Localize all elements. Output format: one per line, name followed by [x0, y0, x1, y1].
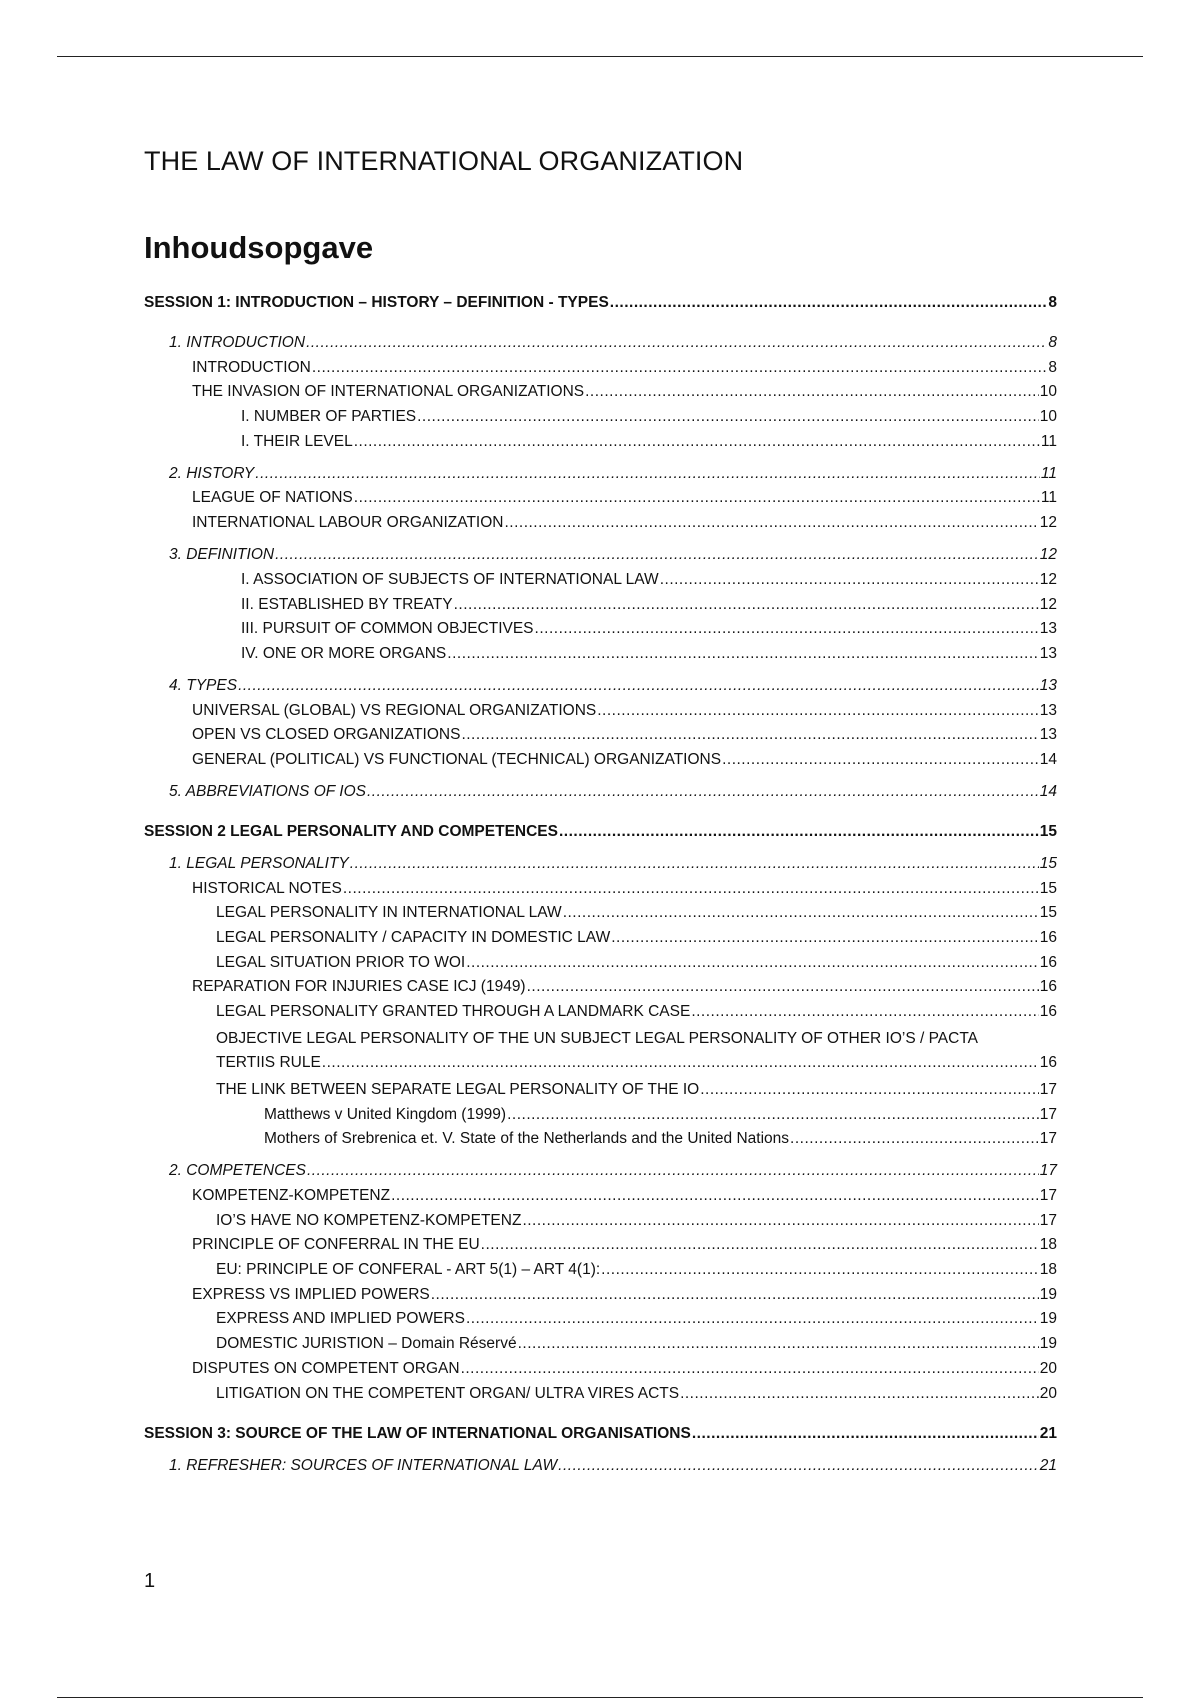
toc-entry[interactable]: [144, 432, 1057, 452]
toc-page-number: 14: [1039, 782, 1057, 800]
toc-page-number: 17: [1039, 1162, 1057, 1180]
toc-page-number: 8: [1048, 294, 1057, 311]
toc-page-number: 13: [1039, 701, 1057, 719]
toc-entry-text: I. NUMBER OF PARTIES: [241, 408, 417, 426]
toc-heading: Inhoudsopgave: [144, 230, 374, 265]
toc-page-number: 11: [1040, 432, 1057, 450]
toc-entry-text: 3. DEFINITION: [169, 546, 275, 564]
toc-page-number: 16: [1039, 953, 1057, 971]
toc-entry[interactable]: [144, 1285, 1057, 1305]
toc-entry[interactable]: [144, 1384, 1057, 1404]
toc-dot-leader: [563, 903, 1039, 923]
toc-page-number: 15: [1039, 854, 1057, 872]
toc-dot-leader: [431, 1285, 1039, 1305]
toc-dot-leader: [275, 545, 1039, 565]
toc-entry-text: LEGAL SITUATION PRIOR TO WOI: [216, 953, 466, 971]
toc-entry[interactable]: [144, 407, 1057, 427]
toc-entry-text: EXPRESS VS IMPLIED POWERS: [192, 1285, 430, 1303]
toc-entry[interactable]: [144, 822, 1057, 842]
toc-dot-leader: [354, 488, 1040, 508]
toc-entry[interactable]: [144, 333, 1057, 353]
toc-entry-text: 4. TYPES: [169, 676, 238, 694]
toc-entry-text: UNIVERSAL (GLOBAL) VS REGIONAL ORGANIZATIONS: [192, 701, 597, 719]
toc-page-number: 11: [1040, 464, 1057, 482]
toc-entry-text: IV. ONE OR MORE ORGANS: [241, 644, 447, 662]
toc-page-number: 20: [1039, 1359, 1057, 1377]
toc-entry[interactable]: [144, 1260, 1057, 1280]
toc-entry-text: I. THEIR LEVEL: [241, 432, 353, 450]
toc-entry-text: SESSION 1: INTRODUCTION – HISTORY – DEFINITION - TYPES: [144, 294, 609, 311]
toc-entry-text: INTRODUCTION: [192, 358, 311, 376]
toc-entry[interactable]: [144, 513, 1057, 533]
toc-entry[interactable]: [144, 1456, 1057, 1476]
toc-entry[interactable]: [144, 903, 1057, 923]
toc-entry[interactable]: [144, 464, 1057, 484]
toc-entry[interactable]: [144, 879, 1057, 899]
toc-page-number: 10: [1039, 383, 1057, 401]
toc-entry[interactable]: [144, 488, 1057, 508]
toc-page-number: 21: [1039, 1424, 1057, 1442]
toc-entry[interactable]: [144, 1359, 1057, 1379]
toc-entry[interactable]: [144, 595, 1057, 615]
toc-entry[interactable]: [144, 619, 1057, 639]
toc-page-number: 17: [1039, 1080, 1057, 1098]
toc-entry-text: I. ASSOCIATION OF SUBJECTS OF INTERNATIONAL LAW: [241, 570, 659, 588]
toc-entry-text: LITIGATION ON THE COMPETENT ORGAN/ ULTRA VIRES ACTS: [216, 1384, 680, 1402]
toc-dot-leader: [350, 854, 1039, 874]
toc-dot-leader: [461, 725, 1038, 745]
toc-page-number: 10: [1039, 408, 1057, 426]
toc-entry-text: LEGAL PERSONALITY IN INTERNATIONAL LAW: [216, 904, 562, 922]
toc-page-number: 12: [1039, 514, 1057, 532]
toc-page-number: 19: [1039, 1310, 1057, 1328]
toc-dot-leader: [559, 822, 1039, 842]
toc-dot-leader: [391, 1186, 1039, 1206]
toc-page-number: 15: [1039, 879, 1057, 897]
toc-page-number: 21: [1039, 1456, 1057, 1474]
toc-entry-text: 1. LEGAL PERSONALITY: [169, 854, 349, 872]
toc-dot-leader: [466, 1309, 1039, 1329]
toc-entry-text: GENERAL (POLITICAL) VS FUNCTIONAL (TECHNICAL) ORGANIZATIONS: [192, 750, 722, 768]
toc-dot-leader: [238, 676, 1039, 696]
toc-entry[interactable]: [144, 358, 1057, 378]
toc-entry-text: 5. ABBREVIATIONS OF IOS: [169, 782, 366, 800]
toc-entry[interactable]: [144, 750, 1057, 770]
toc-dot-leader: [722, 750, 1039, 770]
toc-entry-text: KOMPETENZ-KOMPETENZ: [192, 1187, 391, 1204]
toc-entry-text: DOMESTIC JURISTION – Domain Réservé: [216, 1335, 517, 1353]
toc-entry-text: IO’S HAVE NO KOMPETENZ-KOMPETENZ: [216, 1211, 522, 1229]
toc-dot-leader: [597, 701, 1039, 721]
toc-entry[interactable]: [144, 545, 1057, 565]
toc-page-number: 8: [1048, 358, 1057, 376]
toc-page-number: 17: [1039, 1130, 1057, 1148]
toc-page-number: 16: [1039, 1003, 1057, 1021]
toc-dot-leader: [504, 513, 1038, 533]
toc-dot-leader: [417, 407, 1039, 427]
toc-dot-leader: [461, 1359, 1039, 1379]
toc-page-number: 13: [1039, 726, 1057, 744]
toc-dot-leader: [322, 1051, 1039, 1076]
toc-entry-text: Matthews v United Kingdom (1999): [264, 1105, 507, 1123]
toc-dot-leader: [601, 1260, 1039, 1280]
toc-page-number: 19: [1039, 1285, 1057, 1303]
toc-entry-text: 2. HISTORY: [169, 464, 255, 482]
toc-dot-leader: [585, 382, 1039, 402]
toc-page-number: 12: [1039, 546, 1057, 564]
toc-entry[interactable]: [144, 1186, 1057, 1206]
toc-entry-text: 2. COMPETENCES: [169, 1162, 306, 1180]
toc-page-number: 17: [1039, 1105, 1057, 1123]
toc-dot-leader: [481, 1235, 1039, 1255]
toc-dot-leader: [307, 1161, 1039, 1181]
toc-entry-text: OBJECTIVE LEGAL PERSONALITY OF THE UN SUBJECT LEGAL PERSONALITY OF OTHER IO’S / PACTA: [216, 1029, 978, 1047]
toc-entry-text: Mothers of Srebrenica et. V. State of the Netherlands and the United Nations: [264, 1130, 790, 1148]
toc-entry-text: LEAGUE OF NATIONS: [192, 489, 353, 507]
toc-dot-leader: [343, 879, 1039, 899]
toc-dot-leader: [354, 432, 1040, 452]
toc-page-number: 13: [1039, 644, 1057, 662]
toc-entry-text: SESSION 3: SOURCE OF THE LAW OF INTERNATIONAL ORGANISATIONS: [144, 1424, 691, 1442]
page-number: 1: [144, 1570, 156, 1592]
toc-dot-leader: [312, 358, 1048, 378]
toc-entry-text: SESSION 2 LEGAL PERSONALITY AND COMPETENCES: [144, 822, 558, 840]
toc-dot-leader: [522, 1211, 1038, 1231]
toc-entry-text: REPARATION FOR INJURIES CASE ICJ (1949): [192, 978, 526, 996]
toc-entry[interactable]: [144, 725, 1057, 745]
toc-entry-text: LEGAL PERSONALITY / CAPACITY IN DOMESTIC LAW: [216, 929, 611, 946]
toc-entry[interactable]: [144, 1080, 1057, 1100]
footer-rule: [57, 1697, 1143, 1698]
toc-page-number: 14: [1039, 750, 1057, 768]
toc-page-number: 15: [1039, 904, 1057, 922]
toc-dot-leader: [790, 1129, 1039, 1149]
toc-page-number: 12: [1039, 595, 1057, 613]
toc-entry[interactable]: [144, 1161, 1057, 1181]
toc-dot-leader: [660, 570, 1039, 590]
toc-entry[interactable]: [144, 1002, 1057, 1022]
toc-dot-leader: [535, 619, 1039, 639]
toc-entry[interactable]: [144, 977, 1057, 997]
toc-page-number: 20: [1039, 1384, 1057, 1402]
toc-page-number: 15: [1039, 822, 1057, 840]
toc-dot-leader: [454, 595, 1039, 615]
toc-entry-text: DISPUTES ON COMPETENT ORGAN: [192, 1359, 460, 1377]
toc-entry[interactable]: [144, 676, 1057, 696]
toc-entry[interactable]: [144, 1105, 1057, 1125]
toc-entry-text: INTERNATIONAL LABOUR ORGANIZATION: [192, 514, 504, 532]
toc-dot-leader: [255, 464, 1040, 484]
toc-entry[interactable]: [144, 701, 1057, 721]
table-of-contents: [144, 293, 1057, 1480]
toc-dot-leader: [367, 782, 1039, 802]
toc-entry[interactable]: [144, 1309, 1057, 1329]
toc-entry[interactable]: [144, 854, 1057, 874]
toc-entry[interactable]: [144, 928, 1057, 948]
toc-dot-leader: [691, 1002, 1038, 1022]
toc-entry[interactable]: [144, 1334, 1057, 1354]
toc-entry-text: HISTORICAL NOTES: [192, 879, 342, 897]
toc-entry[interactable]: [144, 1424, 1057, 1444]
toc-entry-text: II. ESTABLISHED BY TREATY: [241, 595, 453, 613]
toc-page-number: 19: [1039, 1335, 1057, 1353]
toc-entry-text: LEGAL PERSONALITY GRANTED THROUGH A LANDMARK CASE: [216, 1003, 691, 1021]
toc-entry[interactable]: [144, 1129, 1057, 1149]
toc-page-number: 16: [1039, 1053, 1057, 1071]
toc-dot-leader: [611, 928, 1039, 948]
toc-entry[interactable]: [144, 644, 1057, 664]
toc-entry-text: THE INVASION OF INTERNATIONAL ORGANIZATIONS: [192, 383, 585, 401]
toc-dot-leader: [447, 644, 1038, 664]
toc-page-number: 13: [1039, 620, 1057, 638]
toc-entry[interactable]: [144, 1211, 1057, 1231]
toc-entry-text: OPEN VS CLOSED ORGANIZATIONS: [192, 726, 461, 744]
toc-entry-text: III. PURSUIT OF COMMON OBJECTIVES: [241, 620, 534, 638]
header-rule: [57, 56, 1143, 57]
toc-entry[interactable]: [144, 953, 1057, 973]
toc-entry[interactable]: [144, 1235, 1057, 1255]
toc-entry[interactable]: [144, 570, 1057, 590]
toc-entry-text-continued: TERTIIS RULE: [216, 1053, 321, 1071]
toc-dot-leader: [610, 293, 1048, 313]
toc-entry-text: THE LINK BETWEEN SEPARATE LEGAL PERSONALITY OF THE IO: [216, 1080, 700, 1098]
toc-dot-leader: [680, 1384, 1039, 1404]
toc-dot-leader: [527, 977, 1039, 997]
toc-entry-text: PRINCIPLE OF CONFERRAL IN THE EU: [192, 1236, 480, 1254]
toc-page-number: 17: [1039, 1211, 1057, 1229]
toc-page-number: 17: [1039, 1187, 1057, 1204]
document-title: THE LAW OF INTERNATIONAL ORGANIZATION: [144, 146, 744, 176]
toc-dot-leader: [558, 1456, 1039, 1476]
toc-dot-leader: [518, 1334, 1039, 1354]
toc-page-number: 18: [1039, 1236, 1057, 1254]
toc-dot-leader: [507, 1105, 1039, 1125]
toc-entry-text: EXPRESS AND IMPLIED POWERS: [216, 1310, 465, 1328]
toc-entry[interactable]: [144, 782, 1057, 802]
toc-entry-text: 1. REFRESHER: SOURCES OF INTERNATIONAL LAW: [169, 1456, 558, 1474]
toc-dot-leader: [306, 333, 1047, 353]
toc-page-number: 13: [1039, 676, 1057, 694]
toc-page-number: 12: [1039, 570, 1057, 588]
toc-entry[interactable]: [144, 382, 1057, 402]
toc-page-number: 11: [1040, 489, 1057, 507]
toc-entry-text: EU: PRINCIPLE OF CONFERAL - ART 5(1) – ART 4(1):: [216, 1261, 601, 1279]
toc-dot-leader: [692, 1424, 1039, 1444]
toc-dot-leader: [700, 1080, 1039, 1100]
toc-page-number: 16: [1039, 929, 1057, 946]
toc-dot-leader: [466, 953, 1039, 973]
toc-entry-text: 1. INTRODUCTION: [169, 334, 306, 351]
toc-page-number: 16: [1039, 978, 1057, 996]
toc-entry[interactable]: [144, 293, 1057, 313]
toc-entry[interactable]: [144, 1027, 1057, 1076]
toc-page-number: 18: [1039, 1261, 1057, 1279]
toc-page-number: 8: [1048, 334, 1057, 351]
